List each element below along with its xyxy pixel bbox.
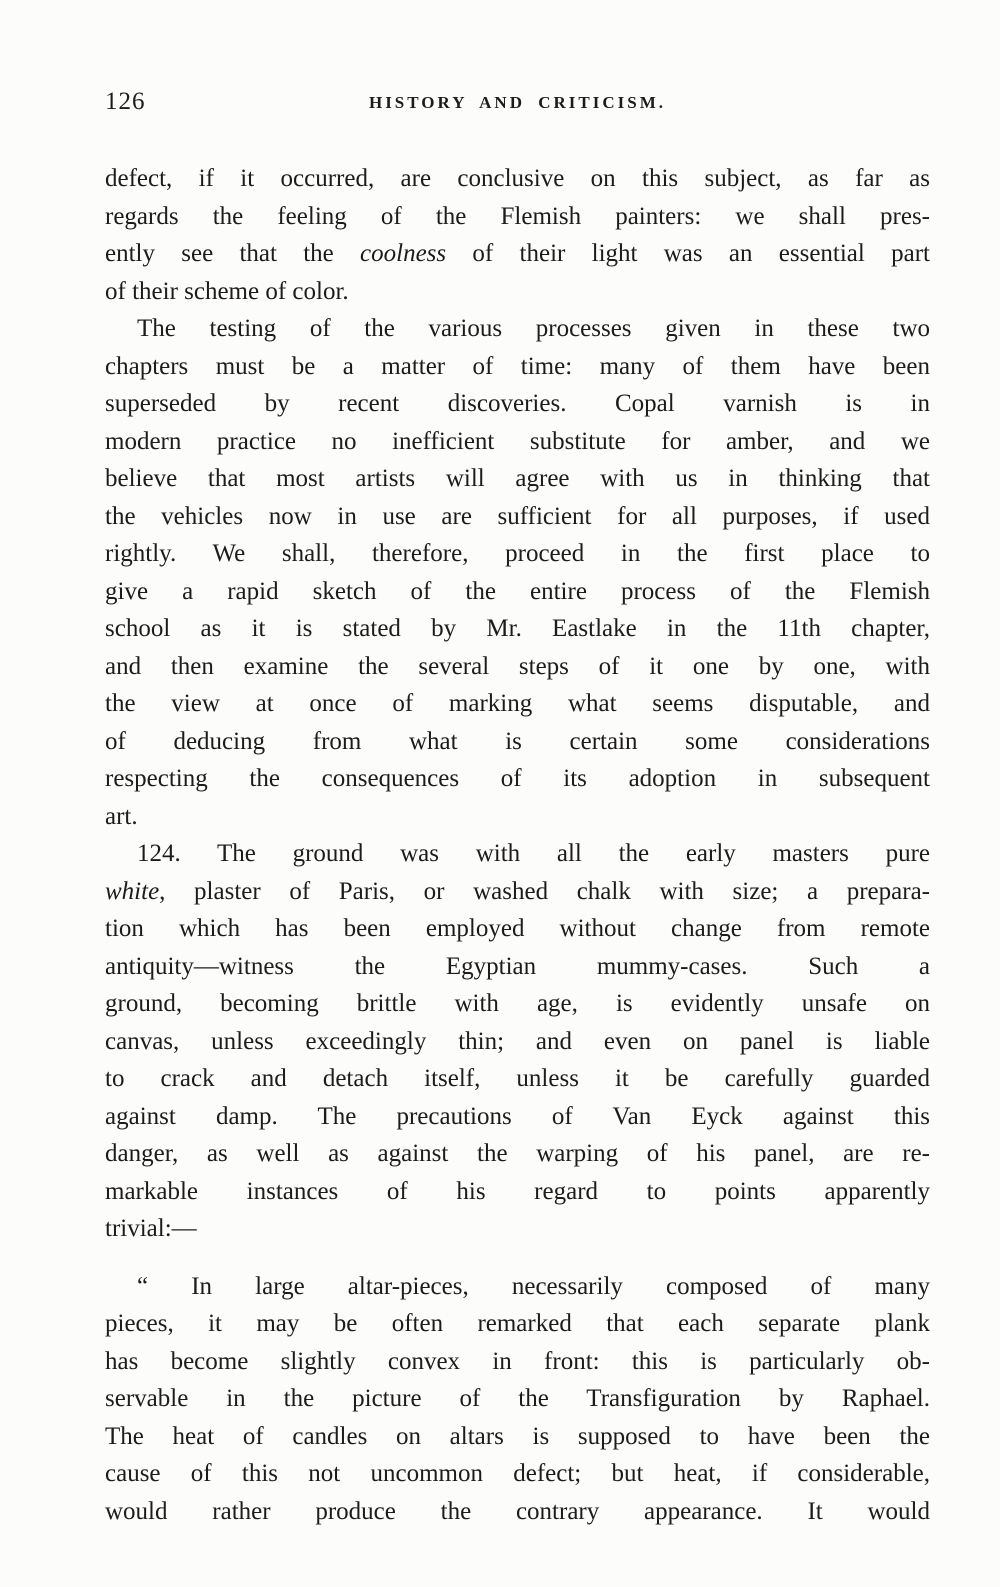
text-segment: defect, if it occurred, are conclusive on this subject, as far as xyxy=(105,165,930,192)
text-segment: ground, becoming brittle with age, is evidently unsafe on xyxy=(105,990,930,1017)
text-segment: tion which has been employed without change from remote xyxy=(105,915,930,942)
text-line xyxy=(105,1023,930,1061)
text-segment: against damp. The precautions of Van Eyck against this xyxy=(105,1102,930,1130)
text-block xyxy=(105,160,930,1530)
text-line xyxy=(105,1493,930,1531)
text-line xyxy=(105,1173,930,1211)
text-line xyxy=(105,723,930,761)
text-segment: cause of this not uncommon defect; but heat, if considerable, xyxy=(105,1460,930,1487)
text-segment: give a rapid sketch of the entire process of the Flemish xyxy=(105,577,930,605)
text-line xyxy=(105,648,930,686)
text-segment: , plaster of Paris, or washed chalk with size; a prepara- xyxy=(159,877,930,905)
text-line xyxy=(105,798,930,836)
text-segment: The testing of the various processes given in these two xyxy=(137,315,930,342)
text-line xyxy=(105,910,930,948)
text-line xyxy=(105,198,930,236)
text-line xyxy=(105,760,930,798)
paragraph xyxy=(105,1268,930,1531)
text-line xyxy=(105,1210,930,1248)
text-segment: chapters must be a matter of time: many of them have been xyxy=(105,352,930,380)
text-line xyxy=(105,1380,930,1418)
paragraph xyxy=(105,310,930,835)
text-line xyxy=(105,423,930,461)
text-segment: pieces, it may be often remarked that each separate plank xyxy=(105,1310,930,1337)
text-segment: modern practice no inefficient substitute for amber, and we xyxy=(105,427,930,455)
text-line xyxy=(105,385,930,423)
text-segment: of their light was an essential part xyxy=(446,240,930,267)
text-line xyxy=(105,1098,930,1136)
text-segment: markable instances of his regard to points apparently xyxy=(105,1177,930,1205)
text-line xyxy=(105,985,930,1023)
text-line xyxy=(105,1305,930,1343)
text-segment: believe that most artists will agree with us in thinking that xyxy=(105,465,930,492)
text-segment: art. xyxy=(105,802,138,830)
text-line xyxy=(105,535,930,573)
text-line xyxy=(105,685,930,723)
text-segment: respecting the consequences of its adoption in subsequent xyxy=(105,765,930,792)
page-header xyxy=(105,88,930,118)
text-line xyxy=(105,498,930,536)
text-segment: servable in the picture of the Transfiguration by Raphael. xyxy=(105,1385,930,1412)
text-line xyxy=(105,1135,930,1173)
text-segment: would rather produce the contrary appearance. It would xyxy=(105,1497,930,1525)
text-line xyxy=(105,873,930,911)
italic-text: white xyxy=(105,877,160,905)
paragraph xyxy=(105,835,930,1248)
text-line xyxy=(105,1060,930,1098)
text-segment: has become slightly convex in front: this is particularly ob- xyxy=(105,1347,930,1375)
text-segment: antiquity—witness the Egyptian mummy-cases. Such a xyxy=(105,952,930,980)
text-line xyxy=(105,235,930,273)
text-segment: rightly. We shall, therefore, proceed in the first place to xyxy=(105,540,930,567)
text-segment: 124. The ground was with all the early masters pure xyxy=(137,840,930,867)
text-segment: the view at once of marking what seems disputable, and xyxy=(105,690,930,717)
text-segment: “ In large altar-pieces, necessarily composed of many xyxy=(137,1272,930,1300)
text-line xyxy=(105,835,930,873)
page-number: 126 xyxy=(105,88,146,115)
running-header: HISTORY AND CRITICISM. xyxy=(368,93,667,112)
text-line xyxy=(105,610,930,648)
text-segment: superseded by recent discoveries. Copal varnish is in xyxy=(105,390,930,417)
text-line xyxy=(105,460,930,498)
text-segment: The heat of candles on altars is supposed to have been the xyxy=(105,1422,930,1450)
text-segment: canvas, unless exceedingly thin; and even on panel is liable xyxy=(105,1027,930,1055)
text-line xyxy=(105,948,930,986)
text-segment: to crack and detach itself, unless it be carefully guarded xyxy=(105,1065,930,1092)
text-line xyxy=(105,348,930,386)
text-line xyxy=(105,1455,930,1493)
paragraph xyxy=(105,160,930,310)
text-segment: danger, as well as against the warping of his panel, are re- xyxy=(105,1140,930,1167)
text-line xyxy=(105,1418,930,1456)
text-line xyxy=(105,1343,930,1381)
text-line xyxy=(105,310,930,348)
text-segment: and then examine the several steps of it one by one, with xyxy=(105,652,930,680)
text-line xyxy=(105,573,930,611)
text-segment: ently see that the xyxy=(105,240,361,267)
text-line xyxy=(105,1268,930,1306)
text-line xyxy=(105,160,930,198)
text-segment: of their scheme of color. xyxy=(105,277,349,305)
text-line xyxy=(105,273,930,311)
text-segment: regards the feeling of the Flemish painters: we shall pres- xyxy=(105,202,930,230)
text-segment: trivial:— xyxy=(105,1215,197,1242)
text-segment: school as it is stated by Mr. Eastlake in the 11th chapter, xyxy=(105,615,930,642)
italic-text: coolness xyxy=(360,240,447,267)
text-segment: of deducing from what is certain some considerations xyxy=(105,727,930,755)
text-segment: the vehicles now in use are sufficient for all purposes, if used xyxy=(105,502,930,530)
